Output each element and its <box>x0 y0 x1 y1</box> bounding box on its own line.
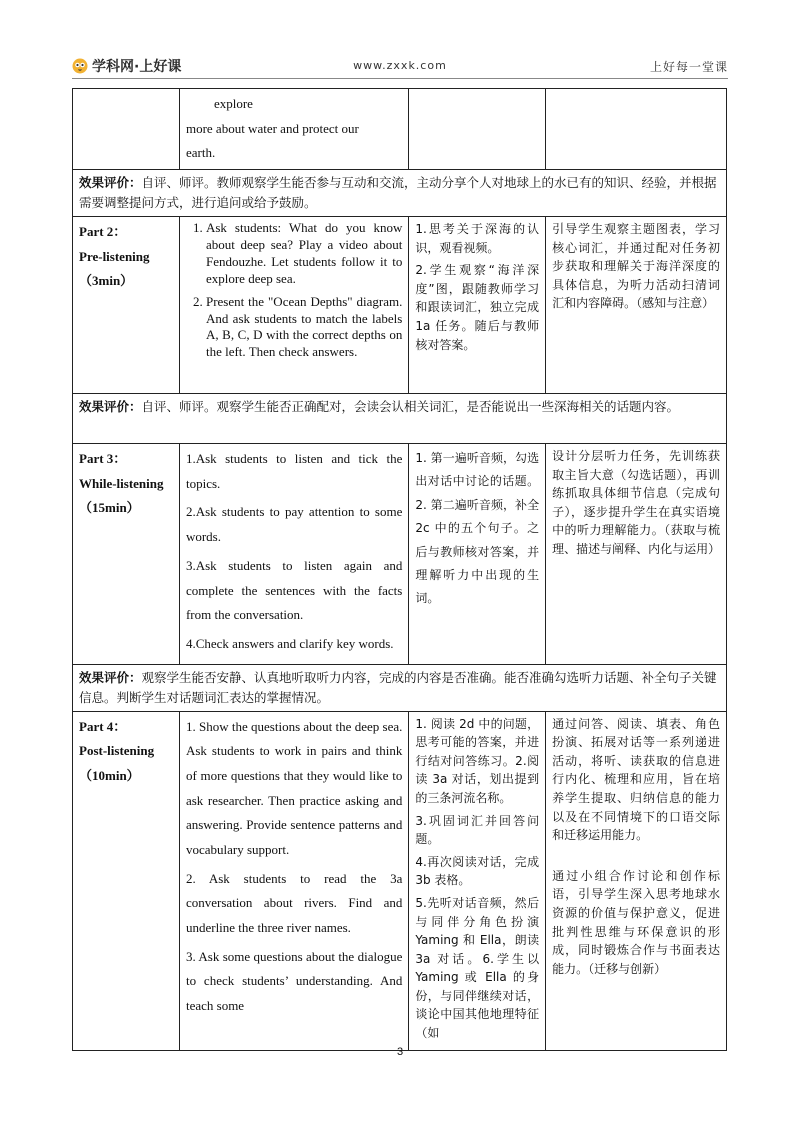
part-time: （15min） <box>79 500 140 516</box>
header-slogan: 上好每一堂课 <box>649 60 728 74</box>
text-line: more about water and protect our <box>185 120 359 136</box>
evaluation-row <box>73 394 727 444</box>
stage-cell <box>73 711 180 1050</box>
teacher-activity-cell <box>179 444 408 665</box>
part-name: While-listening <box>79 475 164 491</box>
stage-cell <box>73 89 180 170</box>
list-item: 2.Ask students to pay attention to some words. <box>185 504 403 545</box>
student-activity-cell <box>409 217 546 394</box>
text-line: earth. <box>185 145 216 161</box>
list-item: 4.Check answers and clarify key words. <box>185 635 394 651</box>
purpose-cell <box>546 217 727 394</box>
text-line: 1. 阅读 2d 中的问题，思考可能的答案，并进行结对问答练习。2.阅读 3a 对话，划出提到的三条河流名称。 <box>415 716 540 805</box>
list-item: 1. Ask students: What do you know about deep sea? Play a video about Fendouzhe. Let students follow it to explore deep sea. <box>206 220 402 288</box>
student-activity-cell <box>409 711 546 1050</box>
logo-text: 学科网·上好课 <box>92 59 182 75</box>
evaluation-label: 效果评价： <box>79 399 142 415</box>
evaluation-cell <box>73 170 727 217</box>
evaluation-row <box>73 664 727 711</box>
teacher-activity-cell <box>179 711 408 1050</box>
text-line: 通过问答、阅读、填表、角色扮演、拓展对话等一系列递进活动，将听、读获取的信息进行内化、梳理和应用，旨在培养学生提取、归纳信息的能力以及在不同情境下的口语交际和迁移运用能力。 <box>552 716 720 843</box>
evaluation-text: 自评、师评。教师观察学生能否参与互动和交流，主动分享个人对地球上的水已有的知识、经验，并根据需要调整提问方式，进行追问或给予鼓励。 <box>79 175 717 211</box>
part-name: Pre-listening <box>79 248 150 264</box>
student-activity-cell <box>409 89 546 170</box>
part-time: （3min） <box>79 273 134 289</box>
page-number: 3 <box>396 1046 404 1058</box>
text-line: 设计分层听力任务，先训练获取主旨大意（勾选话题），再训练抓取具体细节信息（完成句子），逐步提升学生在真实语境中的听力理解能力。（获取与梳理、描述与阐释、内化与运用） <box>552 449 721 557</box>
site-url: www.zxxk.com <box>353 59 447 72</box>
list-item: 1. Show the questions about the deep sea. Ask students to work in pairs and think of more questions that they would like to ask researcher. Then practice asking and answering. Provide sentence patterns and vocabulary support. <box>185 718 403 857</box>
text-line: 5.先听对话音频，然后与同伴分角色扮演 Yaming 和 Ella，朗读 3a 对话。6.学生以 Yaming 或 Ella 的身份，与同伴继续对话，谈论中国其他地理特征（如 <box>415 895 540 1041</box>
list-item: 2. Ask students to read the 3a conversation about rivers. Find and underline the three river names. <box>185 870 403 936</box>
text-line: 3.巩固词汇并回答问题。 <box>415 813 540 847</box>
purpose-cell <box>546 89 727 170</box>
list-item: 3. Ask some questions about the dialogue to check students’ understanding. And teach some <box>185 948 403 1014</box>
part-name: Post-listening <box>79 743 155 759</box>
text-line: 通过小组合作讨论和创作标语，引导学生深入思考地球水资源的价值与保护意义，促进批判性思维与环保意识的形成，同时锻炼合作与书面表达能力。（迁移与创新） <box>552 868 720 976</box>
text-line: 2.学生观察“海洋深度”图，跟随教师学习和跟读词汇，独立完成 1a 任务。随后与教师核对答案。 <box>415 263 540 352</box>
text-line: 1. 第一遍听音频，勾选出对话中讨论的话题。2. 第二遍听音频，补全 2c 中的五个句子。之后与教师核对答案，并理解听力中出现的生词。 <box>415 451 540 606</box>
evaluation-label: 效果评价： <box>79 175 142 191</box>
evaluation-label: 效果评价： <box>79 669 142 685</box>
header-divider <box>72 78 728 79</box>
text-line: 4.再次阅读对话，完成 3b 表格。 <box>415 854 540 888</box>
evaluation-text: 观察学生能否安静、认真地听取听力内容，完成的内容是否准确。能否准确勾选听力话题、补全句子关键信息。判断学生对话题词汇表达的掌握情况。 <box>79 669 717 705</box>
list-item: 3.Ask students to listen again and complete the sentences with the facts from the conversation. <box>185 557 403 623</box>
teacher-activity-cell <box>179 217 408 394</box>
page-header <box>72 54 728 80</box>
text-line: 1.思考关于深海的认识，观看视频。 <box>415 222 540 255</box>
stage-cell <box>73 217 180 394</box>
text-line: 引导学生观察主题图表，学习核心词汇，并通过配对任务初步获取和理解关于海洋深度的具体信息，为听力活动扫清词汇和内容障碍。（感知与注意） <box>552 222 720 311</box>
list-item: 1.Ask students to listen and tick the topics. <box>185 451 403 491</box>
table-row <box>73 444 727 665</box>
lesson-plan-table <box>72 88 727 1051</box>
table-row <box>73 711 727 1050</box>
part-title: Part 3： <box>79 451 127 467</box>
purpose-cell <box>546 711 727 1050</box>
student-activity-cell <box>409 444 546 665</box>
part-time: （10min） <box>79 767 140 783</box>
table-row <box>73 217 727 394</box>
list-item: 2. Present the "Ocean Depths" diagram. And ask students to match the labels A, B, C, D with the correct depths on the left. Then check answers. <box>206 294 402 362</box>
evaluation-cell <box>73 664 727 711</box>
evaluation-text: 自评、师评。观察学生能否正确配对，会读会认相关词汇，是否能说出一些深海相关的话题内容。 <box>141 399 680 415</box>
stage-cell <box>73 444 180 665</box>
text-line: explore <box>213 96 253 111</box>
evaluation-row <box>73 170 727 217</box>
table-row <box>73 89 727 170</box>
part-title: Part 2： <box>79 224 127 240</box>
teacher-activity-cell <box>179 89 408 170</box>
part-title: Part 4： <box>79 718 127 734</box>
purpose-cell <box>546 444 727 665</box>
evaluation-cell <box>73 394 727 444</box>
